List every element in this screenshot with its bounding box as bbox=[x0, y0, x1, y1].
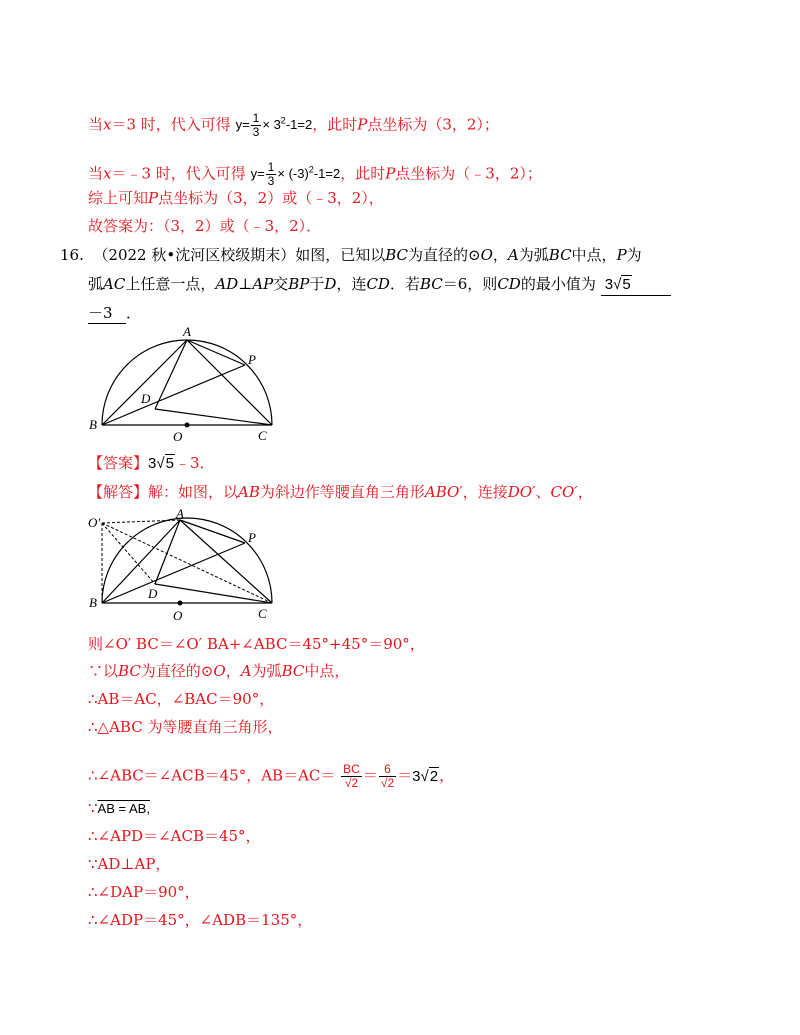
label-c: C bbox=[258, 606, 267, 621]
answer-value: 3√5 bbox=[148, 455, 174, 472]
equation-xneg3: y= $\frac{1}{3}$ × $(-3)^2-1=2$ bbox=[250, 160, 341, 189]
figure-semicircle-1 bbox=[85, 325, 285, 447]
fraction: $\frac{1}{3}$ bbox=[252, 111, 260, 140]
solution-line-xneg3: 当x＝﹣3 时，代入可得 y= $\frac{1}{3}$ × $(-3)^2-1=2$，此时P点坐标为（﹣3，2）； bbox=[88, 160, 542, 189]
solution-line-x3: 当x＝3 时，代入可得 y= $\frac{1}{3}$ × $3^2-1=2$，此时P点坐标为（3，2）； bbox=[88, 111, 499, 140]
solution-summary: 综上可知P点坐标为（3，2）或（﹣3，2）， bbox=[88, 189, 384, 207]
fraction-bc-sqrt2: $\frac{BC}{√2}$ bbox=[343, 762, 360, 790]
problem-source: （2022 秋•沈河区校级期末） bbox=[93, 246, 296, 264]
label-p: P bbox=[248, 530, 256, 545]
solution-step-6: ∵AB = AB, bbox=[88, 799, 150, 817]
label-a: A bbox=[183, 325, 191, 339]
answer-line: 【答案】3√5﹣3． bbox=[88, 454, 215, 472]
problem-number: 16. bbox=[60, 246, 84, 264]
answer-label: 【答案】 bbox=[88, 454, 149, 472]
fraction: $\frac{1}{3}$ bbox=[267, 160, 275, 189]
label-c: C bbox=[258, 428, 267, 443]
label-b: B bbox=[89, 417, 97, 432]
label-a: A bbox=[176, 508, 184, 521]
solution-step-7: ∴∠APD＝∠ACB＝45°， bbox=[88, 827, 261, 845]
label-p: P bbox=[248, 352, 256, 367]
answer-blank-cont: －3 bbox=[88, 303, 126, 324]
solution-step-1: 则∠O′ BC＝∠O′ BA+∠ABC＝45°+45°＝90°， bbox=[88, 635, 425, 653]
label-d: D bbox=[148, 586, 158, 601]
figure-semicircle-2 bbox=[85, 508, 285, 630]
answer-blank: 3√5 bbox=[601, 274, 671, 296]
equation-x3: y= $\frac{1}{3}$ × $3^2-1=2$ bbox=[235, 111, 313, 140]
problem-16-line-1: 16. （2022 秋•沈河区校级期末）如图，已知以BC为直径的⊙O，A为弧BC中点，P为 bbox=[60, 246, 642, 264]
label-d: D bbox=[141, 391, 151, 406]
solution-intro: 【解答】解：如图，以AB为斜边作等腰直角三角形ABO′，连接DO′、CO′， bbox=[88, 483, 593, 501]
solution-final-answer: 故答案为：（3，2）或（﹣3，2）． bbox=[88, 217, 322, 235]
label-o-prime: O′ bbox=[88, 515, 101, 530]
solution-label: 【解答】 bbox=[88, 483, 149, 501]
problem-16-line-2: 弧AC上任意一点，AD⊥AP交BP于D，连CD．若BC＝6，则CD的最小值为 3√5 bbox=[88, 274, 671, 296]
label-b: B bbox=[89, 595, 97, 610]
solution-step-3: ∴AB＝AC，∠BAC＝90°， bbox=[88, 690, 275, 708]
solution-step-5: ∴∠ABC＝∠ACB＝45°，AB＝AC＝ $\frac{BC}{√2}$ ＝ $\frac{6}{√2}$ ＝3√2， bbox=[88, 762, 455, 790]
solution-step-2: ∵以BC为直径的⊙O，A为弧BC中点， bbox=[88, 662, 350, 680]
label-o: O bbox=[173, 608, 183, 623]
fraction-6-sqrt2: $\frac{6}{√2}$ bbox=[380, 762, 395, 790]
solution-step-9: ∴∠DAP＝90°， bbox=[88, 883, 200, 901]
problem-16-line-3: －3 ． bbox=[88, 304, 142, 322]
solution-step-4: ∴△ABC 为等腰直角三角形， bbox=[88, 718, 283, 736]
arc-equation: AB = AB, bbox=[97, 801, 150, 816]
label-o: O bbox=[173, 429, 183, 444]
solution-step-10: ∴∠ADP＝45°，∠ADB＝135°， bbox=[88, 911, 313, 929]
solution-step-8: ∵AD⊥AP， bbox=[88, 855, 171, 873]
